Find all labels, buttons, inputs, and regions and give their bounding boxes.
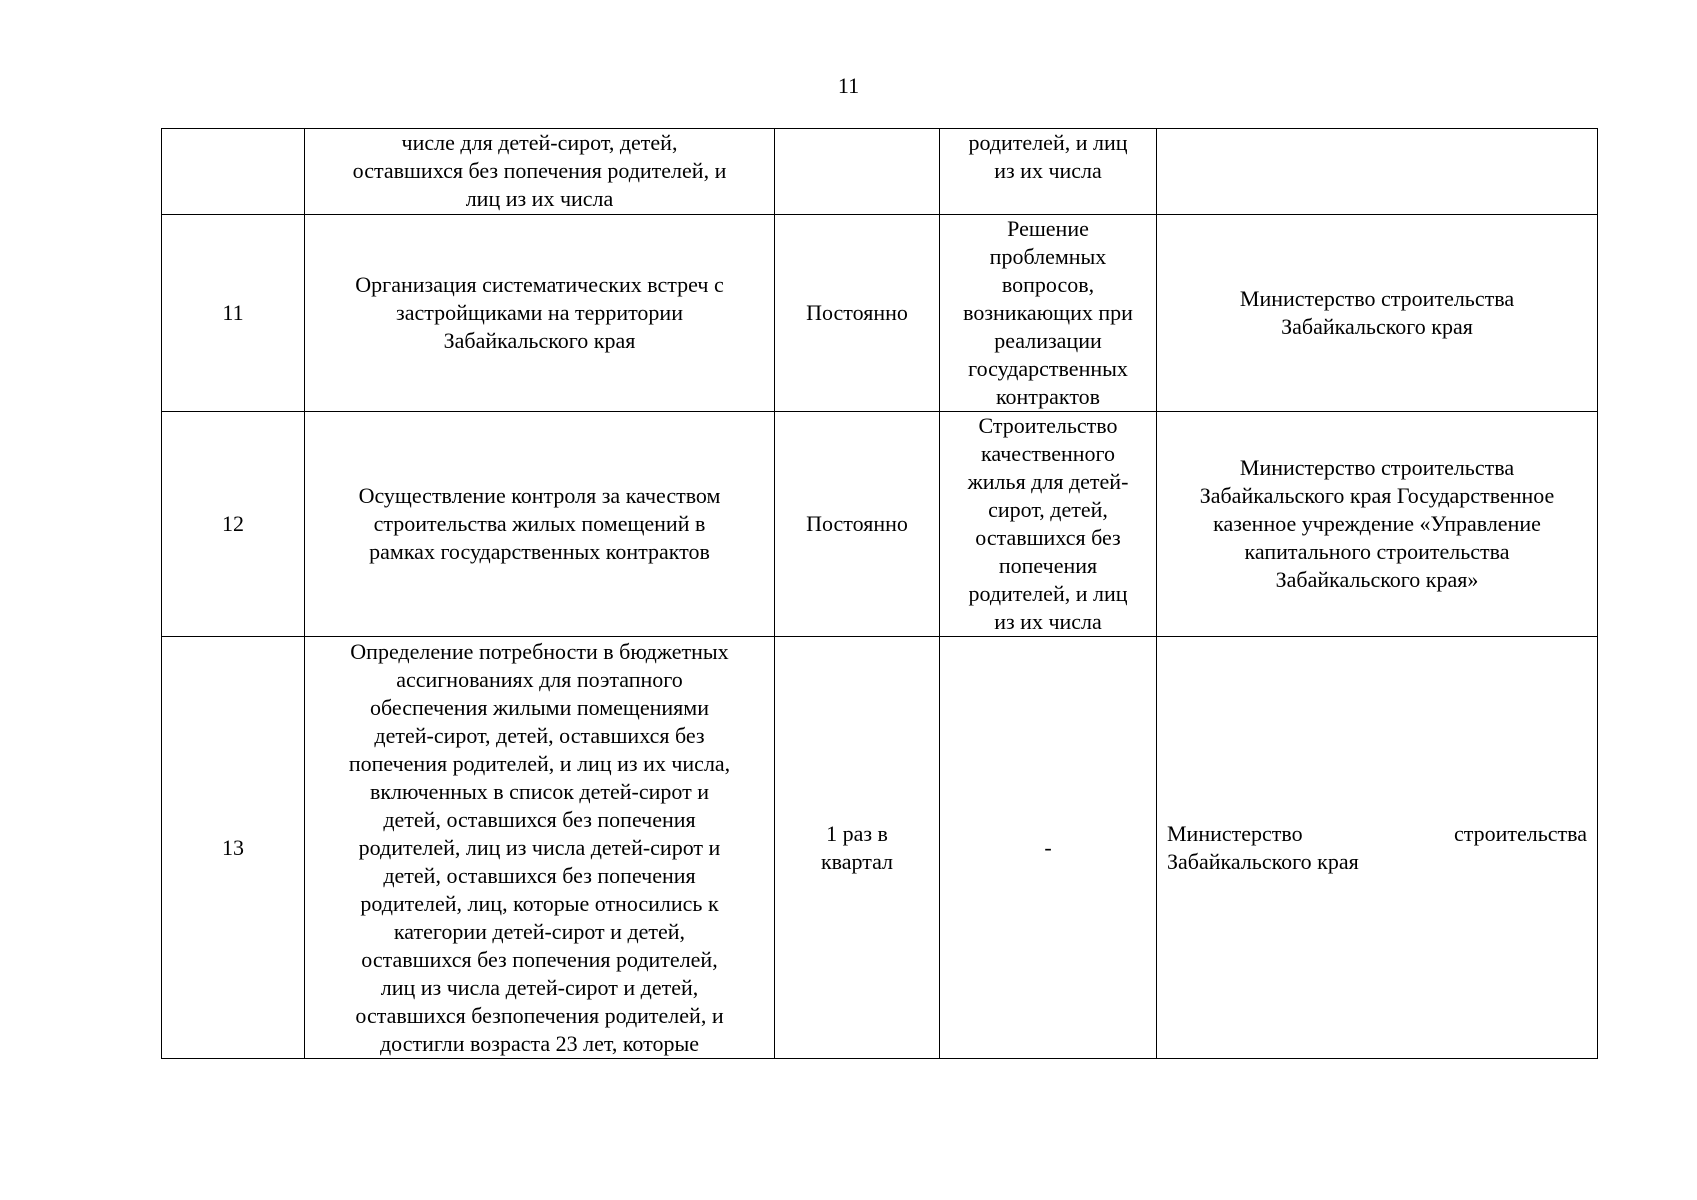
- cell-term: Постоянно: [775, 215, 940, 412]
- cell-number: [162, 129, 305, 215]
- table-row: [162, 215, 1598, 412]
- cell-measure: числе для детей-сирот, детей, оставшихся без попечения родителей, и лиц из их числа: [305, 129, 775, 215]
- cell-responsible: Министерство строительства Забайкальского края: [1157, 215, 1598, 412]
- table-row: [162, 637, 1598, 1059]
- cell-result: родителей, и лиц из их числа: [940, 129, 1157, 215]
- cell-number: 11: [162, 215, 305, 412]
- cell-term: Постоянно: [775, 412, 940, 637]
- page-number: 11: [837, 73, 860, 98]
- cell-term: [775, 129, 940, 215]
- cell-term: 1 раз в квартал: [775, 637, 940, 1059]
- cell-responsible: [1157, 129, 1598, 215]
- table-row: [162, 129, 1598, 215]
- cell-result: Решение проблемных вопросов, возникающих при реализации государственных контрактов: [940, 215, 1157, 412]
- cell-measure: Осуществление контроля за качеством строительства жилых помещений в рамках государственных контрактов: [305, 412, 775, 637]
- cell-responsible: Министерство строительства Забайкальского края Государственное казенное учреждение «Управление капитального строительства Забайкальского края»: [1157, 412, 1598, 637]
- cell-responsible: Министерство строительства Забайкальского края: [1157, 637, 1598, 1059]
- cell-result: Строительство качественного жилья для детей- сирот, детей, оставшихся без попечения родителей, и лиц из их числа: [940, 412, 1157, 637]
- cell-number: 12: [162, 412, 305, 637]
- measures-table: [161, 128, 1598, 1059]
- table-row: [162, 412, 1598, 637]
- cell-measure: Определение потребности в бюджетных ассигнованиях для поэтапного обеспечения жилыми помещениями детей-сирот, детей, оставшихся без попечения родителей, и лиц из их числа, включенных в список детей-сирот и детей, оставшихся без попечения родителей, лиц из числа детей-сирот и детей, оставшихся без попечения родителей, лиц, которые относились к категории детей-сирот и детей, оставшихся без попечения родителей, лиц из числа детей-сирот и детей, оставшихся безпопечения родителей, и достигли возраста 23 лет, которые: [305, 637, 775, 1059]
- cell-result: -: [940, 637, 1157, 1059]
- cell-number: 13: [162, 637, 305, 1059]
- cell-measure: Организация систематических встреч с застройщиками на территории Забайкальского края: [305, 215, 775, 412]
